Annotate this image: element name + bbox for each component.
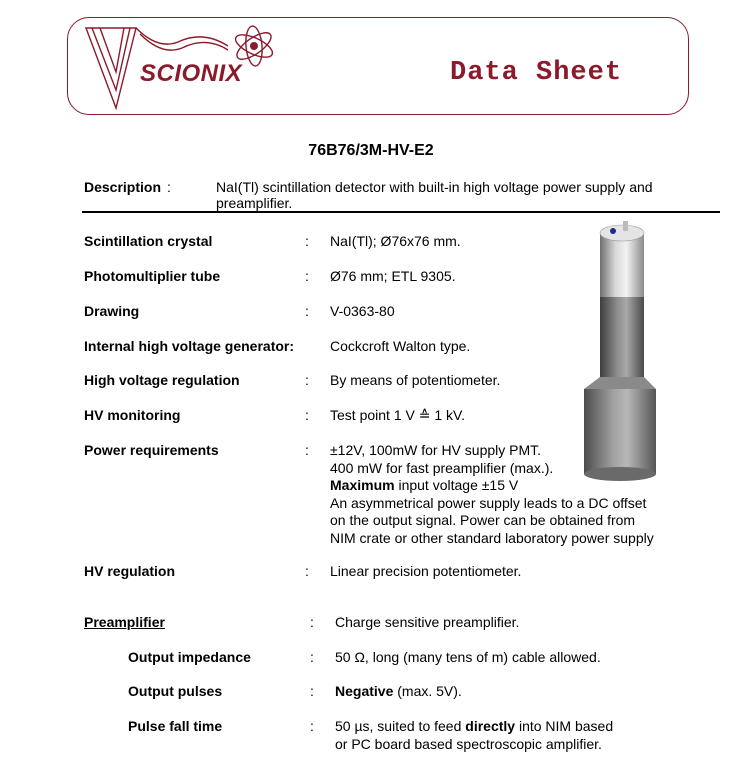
power-line: on the output signal. Power can be obtained from bbox=[330, 512, 636, 528]
power-line: input voltage ±15 V bbox=[394, 477, 519, 493]
power-line: 400 mW for fast preamplifier (max.). bbox=[330, 459, 554, 476]
output-polarity: Negative bbox=[335, 683, 394, 699]
description-text: NaI(Tl) scintillation detector with built-in high voltage power supply and preamplifier. bbox=[216, 179, 653, 211]
fall-time-text: into NIM based bbox=[515, 718, 614, 734]
preamp-value bbox=[335, 718, 613, 753]
spec-label: High voltage regulation bbox=[84, 372, 240, 388]
spec-value: Linear precision potentiometer. bbox=[330, 563, 522, 579]
spec-colon: : bbox=[305, 442, 309, 458]
spec-label: Internal high voltage generator: bbox=[84, 338, 295, 354]
detector-photo-icon bbox=[578, 219, 662, 484]
preamplifier-heading: Preamplifier bbox=[84, 614, 165, 630]
spec-label: Power requirements bbox=[84, 442, 219, 458]
description-label: Description bbox=[84, 179, 162, 195]
spec-colon: : bbox=[305, 233, 309, 249]
spec-value: Test point 1 V ≙ 1 kV. bbox=[330, 407, 465, 423]
spec-value: V-0363-80 bbox=[330, 303, 395, 319]
fall-time-emphasis: directly bbox=[465, 718, 516, 734]
spec-label: HV monitoring bbox=[84, 407, 181, 423]
power-line: NIM crate or other standard laboratory power supply bbox=[330, 529, 654, 546]
spec-colon: : bbox=[305, 372, 309, 388]
preamp-label: Output pulses bbox=[128, 683, 223, 699]
power-emphasis: Maximum bbox=[330, 477, 395, 493]
spec-label: Drawing bbox=[84, 303, 140, 319]
spec-colon: : bbox=[310, 683, 314, 699]
spec-value: Ø76 mm; ETL 9305. bbox=[330, 268, 456, 284]
spec-value: NaI(Tl); Ø76x76 mm. bbox=[330, 233, 461, 249]
description-colon: : bbox=[167, 179, 171, 195]
spec-colon: : bbox=[305, 268, 309, 284]
divider bbox=[82, 211, 720, 213]
fall-time-text: 50 µs, suited to feed bbox=[335, 718, 466, 734]
preamp-value bbox=[335, 683, 462, 701]
spec-colon: : bbox=[305, 407, 309, 423]
preamp-label: Pulse fall time bbox=[128, 718, 223, 734]
model-number: 76B76/3M-HV-E2 bbox=[308, 142, 434, 159]
datasheet-title: Data Sheet bbox=[450, 58, 623, 88]
spec-colon: : bbox=[305, 303, 309, 319]
spec-value: Charge sensitive preamplifier. bbox=[335, 614, 520, 630]
preamp-value: 50 Ω, long (many tens of m) cable allowed. bbox=[335, 649, 601, 665]
spec-value: By means of potentiometer. bbox=[330, 372, 501, 388]
spec-colon: : bbox=[310, 718, 314, 734]
spec-colon: : bbox=[305, 563, 309, 579]
spec-value: Cockcroft Walton type. bbox=[330, 338, 471, 354]
preamp-label: Output impedance bbox=[128, 649, 251, 665]
spec-label: Scintillation crystal bbox=[84, 233, 213, 249]
fall-time-text: or PC board based spectroscopic amplifier. bbox=[335, 735, 602, 752]
power-line: An asymmetrical power supply leads to a DC offset bbox=[330, 494, 647, 511]
spec-label: HV regulation bbox=[84, 563, 176, 579]
spec-colon: : bbox=[310, 649, 314, 665]
power-line: ±12V, 100mW for HV supply PMT. bbox=[330, 442, 542, 458]
spec-label: Photomultiplier tube bbox=[84, 268, 221, 284]
brand-name: SCIONIX bbox=[140, 60, 243, 87]
spec-colon: : bbox=[310, 614, 314, 630]
output-pulse-detail: (max. 5V). bbox=[393, 683, 462, 699]
